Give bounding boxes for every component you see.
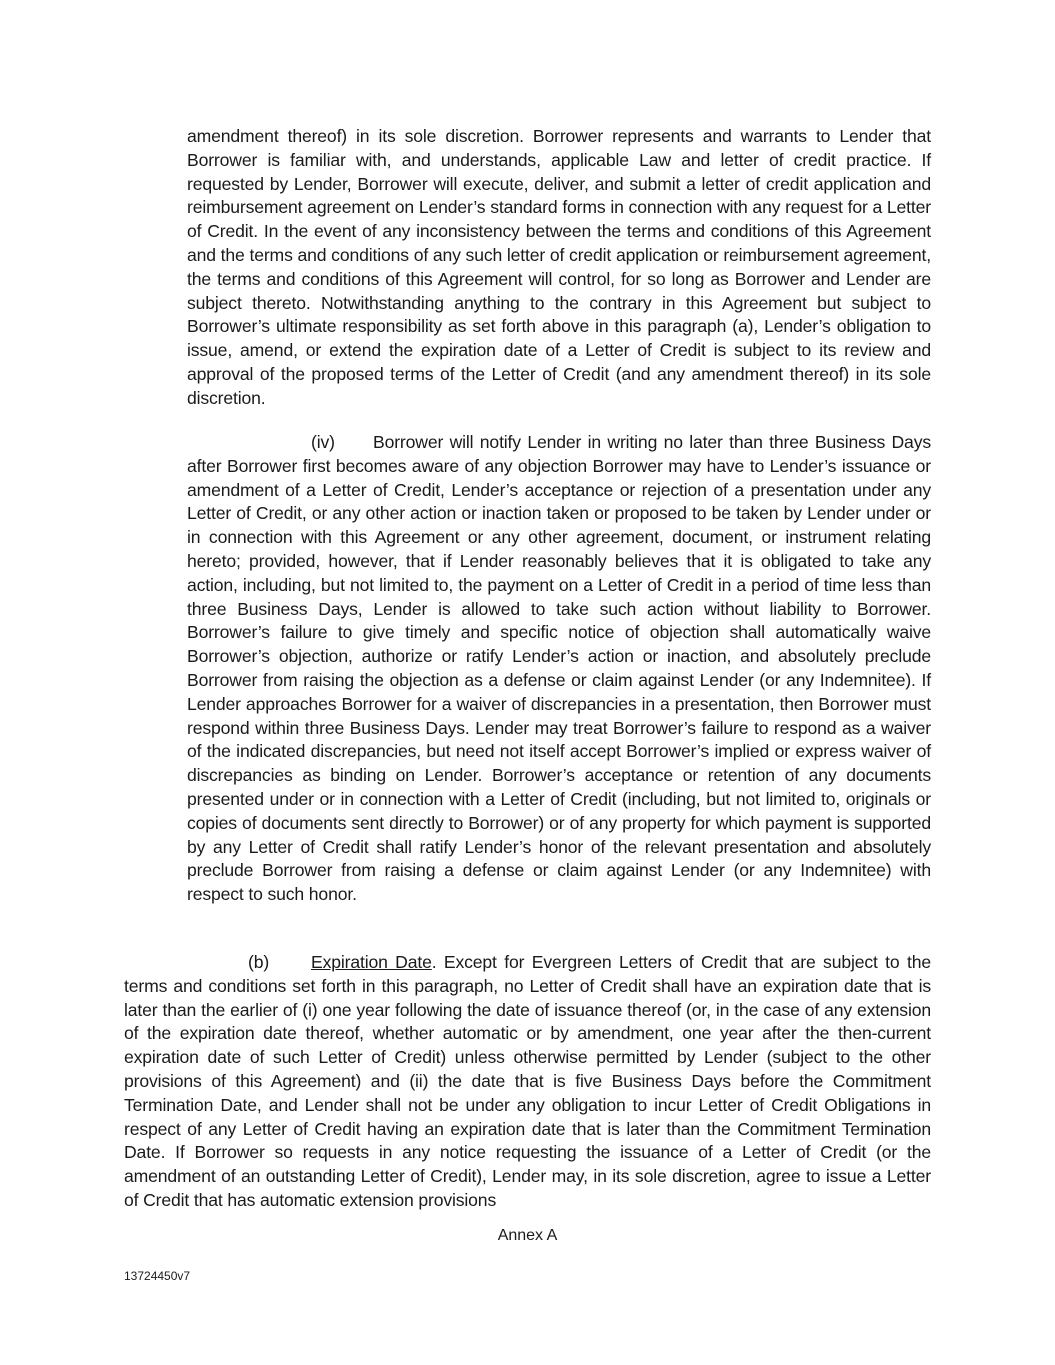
paragraph-b-text: . Except for Evergreen Letters of Credit that are subject to the terms and conditions set forth in this paragraph, no Letter of Credit shall have an expiration date that is later than the earlier of (i) one year following the date of issuance thereof (or, in the case of any extension of the expiration date thereof, whether automatic or by amendment, one year after the then-current expiration date of such Letter of Credit) unless otherwise permitted by Lender (subject to the other provisions of this Agreement) and (ii) the date that is five Business Days before the Commitment Termination Date, and Lender shall not be under any obligation to incur Letter of Credit Obligations in respect of any Letter of Credit having an expiration date that is later than the Commitment Termination Date. If Borrower so requests in any notice requesting the issuance of a Letter of Credit (or the amendment of an outstanding Letter of Credit), Lender may, in its sole discretion, agree to issue a Letter of Credit that has automatic extension provisions <box>124 952 931 1210</box>
paragraph-b-heading: Expiration Date <box>311 952 432 972</box>
paragraph-b <box>124 951 931 1213</box>
paragraph-iv <box>187 431 931 907</box>
paragraph-continuation: amendment thereof) in its sole discretion. Borrower represents and warrants to Lender that Borrower is familiar with, and understands, applicable Law and letter of credit practice. If requested by Lender, Borrower will execute, deliver, and submit a letter of credit application and reimbursement agreement on Lender’s standard forms in connection with any request for a Letter of Credit. In the event of any inconsistency between the terms and conditions of this Agreement and the terms and conditions of any such letter of credit application or reimbursement agreement, the terms and conditions of this Agreement will control, for so long as Borrower and Lender are subject thereto. Notwithstanding anything to the contrary in this Agreement but subject to Borrower’s ultimate responsibility as set forth above in this paragraph (a), Lender’s obligation to issue, amend, or extend the expiration date of a Letter of Credit is subject to its review and approval of the proposed terms of the Letter of Credit (and any amendment thereof) in its sole discretion. <box>187 126 931 408</box>
paragraph-iv-text: Borrower will notify Lender in writing no later than three Business Days after Borrower first becomes aware of any objection Borrower may have to Lender’s issuance or amendment of a Letter of Credit, Lender’s acceptance or rejection of a presentation under any Letter of Credit, or any other action or inaction taken or proposed to be taken by Lender under or in connection with this Agreement or any other agreement, document, or instrument relating hereto; provided, however, that if Lender reasonably believes that it is obligated to take any action, including, but not limited to, the payment on a Letter of Credit in a period of time less than three Business Days, Lender is allowed to take such action without liability to Borrower. Borrower’s failure to give timely and specific notice of objection shall automatically waive Borrower’s objection, authorize or ratify Lender’s action or inaction, and absolutely preclude Borrower from raising the objection as a defense or claim against Lender (or any Indemnitee). If Lender approaches Borrower for a waiver of discrepancies in a presentation, then Borrower must respond within three Business Days. Lender may treat Borrower’s failure to respond as a waiver of the indicated discrepancies, but need not itself accept Borrower’s implied or express waiver of discrepancies as binding on Lender. Borrower’s acceptance or retention of any documents presented under or in connection with a Letter of Credit (including, but not limited to, originals or copies of documents sent directly to Borrower) or of any property for which payment is supported by any Letter of Credit shall ratify Lender’s honor of the relevant presentation and absolutely preclude Borrower from raising a defense or claim against Lender (or any Indemnitee) with respect to such honor. <box>187 432 931 905</box>
document-id: 13724450v7 <box>124 1269 191 1283</box>
footer-annex: Annex A <box>497 1227 558 1244</box>
paragraph-b-label: (b) <box>248 952 270 972</box>
paragraph-iv-label: (iv) <box>311 432 335 452</box>
